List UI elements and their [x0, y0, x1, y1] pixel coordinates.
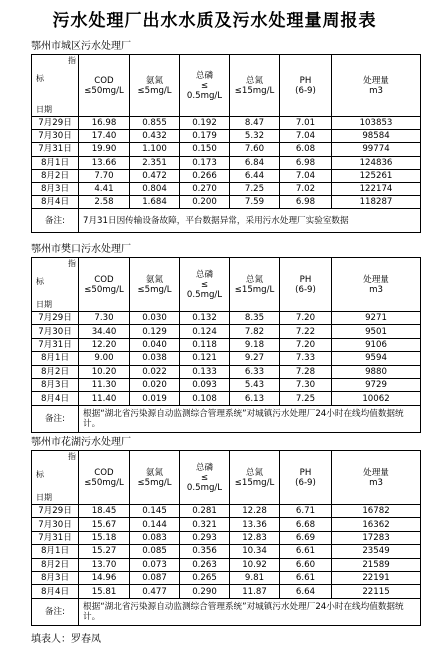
remark-label: 备注:	[32, 209, 79, 233]
header-total-nitrogen-line: 总氮	[245, 75, 264, 86]
header-ph-line: (6-9)	[295, 284, 316, 295]
section-title: 鄂州市樊口污水处理厂	[31, 244, 131, 255]
value-cell: 17283	[332, 531, 421, 544]
table-row	[32, 518, 421, 531]
value-cell: 5.43	[230, 378, 280, 391]
value-cell: 0.124	[180, 325, 230, 338]
date-cell: 7月30日	[32, 518, 79, 531]
value-cell: 9501	[332, 325, 421, 338]
value-cell: 0.087	[130, 571, 180, 584]
value-cell: 0.266	[180, 169, 230, 182]
date-cell: 8月2日	[32, 558, 79, 571]
value-cell: 0.133	[180, 365, 230, 378]
value-cell: 6.98	[280, 156, 332, 169]
table-row	[32, 531, 421, 544]
value-cell: 9271	[332, 312, 421, 325]
header-flow	[332, 258, 421, 312]
date-cell: 7月29日	[32, 312, 79, 325]
corner-top-label: 指	[68, 56, 76, 65]
value-cell: 0.321	[180, 518, 230, 531]
table-row	[32, 143, 421, 156]
value-cell: 10.34	[230, 545, 280, 558]
value-cell: 0.085	[130, 545, 180, 558]
table-row	[32, 545, 421, 558]
data-table	[31, 54, 421, 233]
date-cell: 7月30日	[32, 325, 79, 338]
section-title: 鄂州市花湖污水处理厂	[31, 437, 131, 448]
header-ph-line: (6-9)	[295, 85, 316, 96]
value-cell: 0.150	[180, 143, 230, 156]
header-total-phosphorus-line: ≤	[200, 80, 209, 91]
value-cell: 11.40	[79, 392, 130, 405]
value-cell: 0.132	[180, 312, 230, 325]
remark-label: 备注:	[32, 405, 79, 432]
header-total-nitrogen-line: ≤15mg/L	[234, 477, 275, 488]
value-cell: 0.263	[180, 558, 230, 571]
value-cell: 12.20	[79, 338, 130, 351]
date-cell: 8月3日	[32, 182, 79, 195]
value-cell: 9.81	[230, 571, 280, 584]
header-total-nitrogen-line: ≤15mg/L	[234, 85, 275, 96]
value-cell: 0.030	[130, 312, 180, 325]
corner-top-label: 指	[68, 452, 76, 461]
value-cell: 15.67	[79, 518, 130, 531]
header-ammonia-line: ≤5mg/L	[137, 284, 172, 295]
value-cell: 7.82	[230, 325, 280, 338]
header-ammonia-line: ≤5mg/L	[137, 477, 172, 488]
value-cell: 124836	[332, 156, 421, 169]
value-cell: 0.472	[130, 169, 180, 182]
date-cell: 8月4日	[32, 585, 79, 598]
corner-bottom-label: 日期	[36, 300, 52, 309]
value-cell: 16782	[332, 505, 421, 518]
value-cell: 0.281	[180, 505, 230, 518]
remark-text: 根据“湖北省污染源自动监测综合管理系统”对城镇污水处理厂24小时在线均值数据统计。	[79, 405, 421, 432]
value-cell: 7.20	[280, 338, 332, 351]
date-cell: 8月3日	[32, 378, 79, 391]
remark-text: 根据“湖北省污染源自动监测综合管理系统”对城镇污水处理厂24小时在线均值数据统计。	[79, 598, 421, 625]
corner-bottom-label: 日期	[36, 105, 52, 114]
value-cell: 0.145	[130, 505, 180, 518]
value-cell: 15.27	[79, 545, 130, 558]
header-cod	[79, 258, 130, 312]
remark-text: 7月31日因传输设备故障，平台数据异常，采用污水处理厂实验室数据	[79, 209, 421, 233]
value-cell: 0.073	[130, 558, 180, 571]
header-total-nitrogen-line: 总氮	[245, 274, 264, 285]
value-cell: 9729	[332, 378, 421, 391]
value-cell: 118287	[332, 196, 421, 209]
header-ph-line: PH	[299, 467, 312, 478]
value-cell: 7.02	[280, 182, 332, 195]
corner-cell	[32, 451, 79, 505]
header-flow-line: m3	[369, 284, 383, 295]
header-cod-line: COD	[94, 467, 114, 478]
value-cell: 10.20	[79, 365, 130, 378]
value-cell: 0.093	[180, 378, 230, 391]
value-cell: 7.01	[280, 117, 332, 130]
date-cell: 8月4日	[32, 392, 79, 405]
table-row	[32, 196, 421, 209]
value-cell: 9106	[332, 338, 421, 351]
header-ammonia-line: 氨氮	[145, 467, 164, 478]
value-cell: 0.265	[180, 571, 230, 584]
header-total-phosphorus-line: 0.5mg/L	[186, 482, 223, 493]
value-cell: 7.04	[280, 130, 332, 143]
value-cell: 6.69	[280, 531, 332, 544]
value-cell: 6.64	[280, 585, 332, 598]
date-cell: 8月1日	[32, 352, 79, 365]
remark-row	[32, 405, 421, 432]
header-ph-line: PH	[299, 75, 312, 86]
date-cell: 8月1日	[32, 156, 79, 169]
header-cod	[79, 55, 130, 117]
header-ammonia	[130, 451, 180, 505]
header-total-nitrogen-line: 总氮	[245, 467, 264, 478]
table-row	[32, 585, 421, 598]
corner-cell	[32, 55, 79, 117]
header-total-phosphorus	[180, 55, 230, 117]
header-total-nitrogen	[230, 258, 280, 312]
value-cell: 6.68	[280, 518, 332, 531]
corner-mid-label: 标	[36, 277, 44, 286]
value-cell: 0.121	[180, 352, 230, 365]
value-cell: 7.22	[280, 325, 332, 338]
date-cell: 8月2日	[32, 169, 79, 182]
value-cell: 21589	[332, 558, 421, 571]
header-total-phosphorus-line: 总磷	[195, 269, 214, 280]
header-flow-line: 处理量	[363, 274, 389, 285]
value-cell: 12.28	[230, 505, 280, 518]
value-cell: 23549	[332, 545, 421, 558]
date-cell: 8月3日	[32, 571, 79, 584]
value-cell: 18.45	[79, 505, 130, 518]
value-cell: 8.35	[230, 312, 280, 325]
value-cell: 2.58	[79, 196, 130, 209]
value-cell: 0.020	[130, 378, 180, 391]
header-total-phosphorus-line: 总磷	[195, 70, 214, 81]
value-cell: 0.118	[180, 338, 230, 351]
value-cell: 11.87	[230, 585, 280, 598]
value-cell: 7.04	[280, 169, 332, 182]
value-cell: 6.33	[230, 365, 280, 378]
value-cell: 7.59	[230, 196, 280, 209]
value-cell: 16362	[332, 518, 421, 531]
value-cell: 17.40	[79, 130, 130, 143]
value-cell: 6.08	[280, 143, 332, 156]
table-row	[32, 169, 421, 182]
table-row	[32, 117, 421, 130]
value-cell: 7.20	[280, 312, 332, 325]
value-cell: 6.71	[280, 505, 332, 518]
table-row	[32, 505, 421, 518]
date-cell: 7月29日	[32, 505, 79, 518]
value-cell: 7.33	[280, 352, 332, 365]
corner-mid-label: 标	[36, 470, 44, 479]
value-cell: 16.98	[79, 117, 130, 130]
header-ammonia	[130, 55, 180, 117]
value-cell: 6.60	[280, 558, 332, 571]
value-cell: 122174	[332, 182, 421, 195]
date-cell: 7月31日	[32, 338, 79, 351]
value-cell: 0.293	[180, 531, 230, 544]
filler-signature: 填表人：罗春凤	[31, 634, 101, 645]
value-cell: 6.13	[230, 392, 280, 405]
value-cell: 7.30	[280, 378, 332, 391]
header-total-phosphorus-line: 总磷	[195, 462, 214, 473]
remark-row	[32, 598, 421, 625]
table-row	[32, 365, 421, 378]
header-ph-line: PH	[299, 274, 312, 285]
value-cell: 7.28	[280, 365, 332, 378]
value-cell: 6.61	[280, 545, 332, 558]
value-cell: 6.84	[230, 156, 280, 169]
value-cell: 9880	[332, 365, 421, 378]
header-ammonia	[130, 258, 180, 312]
header-ph	[280, 55, 332, 117]
corner-mid-label: 标	[36, 74, 44, 83]
corner-cell	[32, 258, 79, 312]
table-row	[32, 338, 421, 351]
value-cell: 7.70	[79, 169, 130, 182]
value-cell: 11.30	[79, 378, 130, 391]
value-cell: 9.00	[79, 352, 130, 365]
header-cod	[79, 451, 130, 505]
header-flow-line: 处理量	[363, 75, 389, 86]
table-row	[32, 130, 421, 143]
value-cell: 0.108	[180, 392, 230, 405]
date-cell: 7月31日	[32, 143, 79, 156]
table-row	[32, 378, 421, 391]
header-ph	[280, 258, 332, 312]
value-cell: 0.855	[130, 117, 180, 130]
header-flow	[332, 451, 421, 505]
date-cell: 7月29日	[32, 117, 79, 130]
value-cell: 0.804	[130, 182, 180, 195]
header-cod-line: ≤50mg/L	[84, 284, 124, 295]
date-cell: 7月31日	[32, 531, 79, 544]
section-title: 鄂州市城区污水处理厂	[31, 41, 131, 52]
remark-row	[32, 209, 421, 233]
date-cell: 7月30日	[32, 130, 79, 143]
remark-label: 备注:	[32, 598, 79, 625]
header-row	[32, 258, 421, 312]
date-cell: 8月2日	[32, 365, 79, 378]
date-cell: 8月4日	[32, 196, 79, 209]
header-total-phosphorus-line: ≤	[200, 472, 209, 483]
header-total-nitrogen-line: ≤15mg/L	[234, 284, 275, 295]
value-cell: 0.040	[130, 338, 180, 351]
value-cell: 1.100	[130, 143, 180, 156]
value-cell: 10.92	[230, 558, 280, 571]
data-table	[31, 257, 421, 433]
value-cell: 6.44	[230, 169, 280, 182]
header-cod-line: ≤50mg/L	[84, 477, 124, 488]
value-cell: 0.432	[130, 130, 180, 143]
value-cell: 8.47	[230, 117, 280, 130]
table-row	[32, 392, 421, 405]
value-cell: 0.270	[180, 182, 230, 195]
value-cell: 6.61	[280, 571, 332, 584]
value-cell: 125261	[332, 169, 421, 182]
table-row	[32, 558, 421, 571]
value-cell: 6.98	[280, 196, 332, 209]
table-row	[32, 312, 421, 325]
value-cell: 103853	[332, 117, 421, 130]
header-cod-line: COD	[94, 75, 114, 86]
value-cell: 0.129	[130, 325, 180, 338]
header-total-phosphorus-line: 0.5mg/L	[186, 90, 223, 101]
value-cell: 5.32	[230, 130, 280, 143]
value-cell: 0.192	[180, 117, 230, 130]
value-cell: 0.173	[180, 156, 230, 169]
data-table	[31, 450, 421, 626]
value-cell: 0.083	[130, 531, 180, 544]
value-cell: 22191	[332, 571, 421, 584]
table-row	[32, 571, 421, 584]
value-cell: 0.038	[130, 352, 180, 365]
value-cell: 15.81	[79, 585, 130, 598]
header-ph-line: (6-9)	[295, 477, 316, 488]
value-cell: 14.96	[79, 571, 130, 584]
header-total-nitrogen	[230, 55, 280, 117]
header-row	[32, 55, 421, 117]
value-cell: 34.40	[79, 325, 130, 338]
corner-top-label: 指	[68, 259, 76, 268]
value-cell: 9.27	[230, 352, 280, 365]
header-ammonia-line: 氨氮	[145, 75, 164, 86]
value-cell: 9594	[332, 352, 421, 365]
value-cell: 0.022	[130, 365, 180, 378]
table-row	[32, 182, 421, 195]
value-cell: 10062	[332, 392, 421, 405]
value-cell: 22115	[332, 585, 421, 598]
value-cell: 2.351	[130, 156, 180, 169]
value-cell: 0.144	[130, 518, 180, 531]
header-ph	[280, 451, 332, 505]
header-row	[32, 451, 421, 505]
value-cell: 13.36	[230, 518, 280, 531]
header-ammonia-line: 氨氮	[145, 274, 164, 285]
value-cell: 4.41	[79, 182, 130, 195]
value-cell: 7.25	[230, 182, 280, 195]
value-cell: 7.25	[280, 392, 332, 405]
header-cod-line: ≤50mg/L	[84, 85, 124, 96]
header-total-phosphorus	[180, 258, 230, 312]
header-total-phosphorus	[180, 451, 230, 505]
value-cell: 99774	[332, 143, 421, 156]
value-cell: 7.30	[79, 312, 130, 325]
value-cell: 0.290	[180, 585, 230, 598]
header-flow	[332, 55, 421, 117]
value-cell: 1.684	[130, 196, 180, 209]
header-flow-line: 处理量	[363, 467, 389, 478]
header-cod-line: COD	[94, 274, 114, 285]
header-total-phosphorus-line: 0.5mg/L	[186, 289, 223, 300]
value-cell: 13.66	[79, 156, 130, 169]
value-cell: 0.200	[180, 196, 230, 209]
header-total-phosphorus-line: ≤	[200, 279, 209, 290]
value-cell: 0.019	[130, 392, 180, 405]
value-cell: 19.90	[79, 143, 130, 156]
table-row	[32, 352, 421, 365]
value-cell: 7.60	[230, 143, 280, 156]
date-cell: 8月1日	[32, 545, 79, 558]
header-flow-line: m3	[369, 85, 383, 96]
value-cell: 12.83	[230, 531, 280, 544]
value-cell: 9.18	[230, 338, 280, 351]
header-ammonia-line: ≤5mg/L	[137, 85, 172, 96]
value-cell: 98584	[332, 130, 421, 143]
value-cell: 13.70	[79, 558, 130, 571]
header-total-nitrogen	[230, 451, 280, 505]
table-row	[32, 325, 421, 338]
value-cell: 0.477	[130, 585, 180, 598]
corner-bottom-label: 日期	[36, 493, 52, 502]
value-cell: 0.179	[180, 130, 230, 143]
report-title: 污水处理厂出水水质及污水处理量周报表	[52, 11, 377, 31]
header-flow-line: m3	[369, 477, 383, 488]
value-cell: 15.18	[79, 531, 130, 544]
table-row	[32, 156, 421, 169]
value-cell: 0.356	[180, 545, 230, 558]
